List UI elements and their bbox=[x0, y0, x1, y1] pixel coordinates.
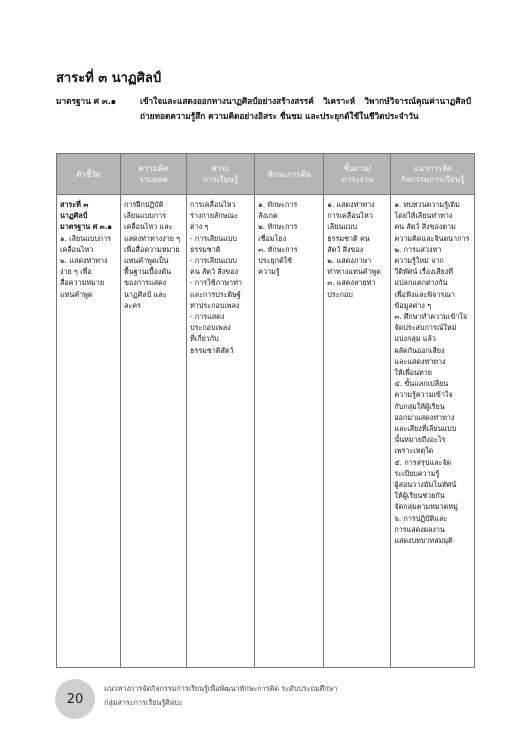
cell-line: เพราะเหตุใด bbox=[394, 446, 434, 456]
cell-line: ๕. การสรุปและจัด bbox=[394, 457, 452, 467]
footer-line-1: แนวทางการจัดกิจกรรมการเรียนรู้เพื่อพัฒนาทักษะการคิด ระดับประถมศึกษา bbox=[104, 684, 338, 693]
cell-line: - การเลียนแบบ bbox=[190, 256, 237, 266]
page-number-badge bbox=[55, 679, 95, 719]
cell-line: - การเลียนแบบ bbox=[190, 233, 237, 243]
cell-line: เพื่อฟังและพิจารณา bbox=[394, 289, 455, 299]
footer-line-2: กลุ่มสาระการเรียนรู้ศิลปะ bbox=[104, 698, 183, 707]
cell-line: ที่เกี่ยวกับ bbox=[190, 334, 219, 344]
cell-work-tasks bbox=[324, 195, 391, 668]
cell-line: เลียนแบบ bbox=[327, 222, 358, 232]
cell-line: ๓. ทักษะการ bbox=[258, 244, 298, 254]
cell-line: ให้เพื่อนทาย bbox=[394, 368, 433, 378]
cell-line: ข้อมูลต่าง ๆ bbox=[394, 300, 432, 310]
cell-line: ๓. แสดงลายท่า bbox=[327, 278, 376, 288]
cell-indicators: สาระที่ ๓ นาฏศิลป์ มาตรฐาน ศ ๓.๑ ๑. เลียนแบบการ เคลื่อนไหว ๒. แสดงท่าทาง ง่าย ๆ เพื่อ สื่อความหมาย แทนคำพูด bbox=[57, 195, 121, 668]
cell-line: ระเบียบความรู้ bbox=[394, 468, 440, 478]
cell-line: ความรู้ bbox=[258, 267, 280, 277]
cell-line: ท่าทางแทนคำพูด bbox=[327, 267, 381, 277]
footer-text bbox=[104, 682, 337, 710]
cell-line: ออกมาแสดงท่าทาง bbox=[394, 412, 455, 422]
cell-line: เคลื่อนไหว และ bbox=[123, 222, 173, 232]
cell-line: ธรรมชาติ คน bbox=[327, 233, 370, 243]
cell-line: ความรู้ความเข้าใจ bbox=[394, 390, 453, 400]
cell-line: ๑. ทบทวนความรู้เดิม bbox=[394, 200, 460, 209]
standard-block bbox=[56, 94, 471, 124]
cell-line: ร่างกายลักษณะ bbox=[190, 211, 239, 221]
cell-line: ๑. ทักษะการ bbox=[258, 200, 298, 209]
header-work-tasks: ชิ้นงาน/ ภาระงาน bbox=[324, 154, 391, 195]
cell-line: เพื่อสื่อความหมาย bbox=[123, 244, 180, 254]
cell-line: ๑. แสดงท่าทาง bbox=[327, 200, 375, 209]
cell-line: ประกอบเพลง bbox=[190, 323, 231, 333]
cell-line: นั้นหมายถึงอะไร bbox=[394, 435, 446, 445]
cell-line: ผลัดกันออกเสียง bbox=[394, 345, 445, 355]
page-number: 20 bbox=[66, 691, 84, 707]
cell-line: ๖. การปฏิบัติและ bbox=[394, 513, 448, 523]
cell-line: จัดกลุ่มตามหมวดหมู่ bbox=[394, 502, 458, 512]
cell-activities bbox=[391, 195, 475, 668]
cell-line: ละคร bbox=[123, 300, 141, 310]
learning-activities-table bbox=[56, 153, 475, 668]
cell-line: ๒. ทักษะการ bbox=[258, 222, 298, 232]
table-header-row bbox=[57, 154, 475, 195]
cell-line: จัดประสบการณ์ใหม่ bbox=[394, 323, 457, 333]
cell-line: กับกลุ่มให้ผู้เรียน bbox=[394, 401, 445, 411]
cell-line: ผู้สอนวางมัมโนทัศน์ bbox=[394, 480, 457, 490]
cell-line: - การใช้ภาษาท่า bbox=[190, 278, 242, 288]
cell-line: วีดิทัศน์ เรื่องเสียงที่ bbox=[394, 267, 454, 277]
cell-line: เลียนแบบการ bbox=[123, 211, 166, 221]
cell-line: ความรู้ใหม่ จาก bbox=[394, 256, 444, 266]
cell-line: ต่าง ๆ bbox=[190, 222, 209, 232]
cell-line: โดยให้เลียนท่าทาง bbox=[394, 211, 453, 221]
cell-line: ๓. ศึกษาทำความเข้าใจ bbox=[394, 312, 468, 322]
cell-line: แปลกแตกต่างกัน bbox=[394, 278, 448, 288]
cell-line: ธรรมชาติสัตว์ bbox=[190, 345, 234, 355]
section-heading: สาระที่ ๓ นาฏศิลป์ bbox=[56, 71, 162, 86]
cell-line: ของการแสดง bbox=[123, 278, 167, 288]
cell-line: และเสียงที่เลียนแบบ bbox=[394, 424, 457, 434]
cell-line: แสดงท่าทางง่าย ๆ bbox=[123, 233, 181, 243]
header-activities: แนวการจัด กิจกรรมการเรียนรู้ bbox=[391, 154, 475, 195]
cell-line: การแสดงผลงาน bbox=[394, 524, 445, 534]
cell-line: คน สัตว์ สิ่งของตาม bbox=[394, 222, 456, 232]
cell-line: การฝึกปฏิบัติ bbox=[123, 200, 164, 209]
cell-line: แทนคำพูดเป็น bbox=[123, 256, 169, 266]
cell-line: พื้นฐานเบื้องต้น bbox=[123, 267, 171, 277]
cell-line: และแสดงท่าทาง bbox=[394, 356, 446, 366]
cell-concepts bbox=[120, 195, 186, 668]
cell-line: แบ่งกลุ่ม แล้ว bbox=[394, 334, 436, 344]
cell-content bbox=[187, 195, 255, 668]
cell-line: แสดงบทบาทสมมุติ bbox=[394, 536, 453, 546]
cell-line: และการประดิษฐ์ bbox=[190, 289, 241, 299]
header-indicator: ตัวชี้วัด bbox=[57, 154, 121, 195]
cell-line: ความคิดและจินตนาการ bbox=[394, 233, 470, 243]
header-content: สาระ การเรียนรู้ bbox=[187, 154, 255, 195]
cell-line: ๒. แสดงภาษา bbox=[327, 256, 372, 266]
cell-line: คน สัตว์ สิ่งของ bbox=[190, 267, 239, 277]
cell-line: ให้ผู้เรียนช่วยกัน bbox=[394, 491, 445, 501]
table-row bbox=[57, 195, 475, 668]
header-concept: ความคิด รวบยอด bbox=[120, 154, 186, 195]
cell-line: นาฏศิลป์ และ bbox=[123, 289, 167, 299]
cell-line: สังเกต bbox=[258, 211, 278, 221]
standard-code: มาตรฐาน ศ ๓.๑ bbox=[56, 96, 117, 106]
cell-line: ธรรมชาติ bbox=[190, 244, 221, 254]
cell-line: - การแสดง bbox=[190, 312, 225, 322]
cell-line: ๒. การแสวงหา bbox=[394, 244, 442, 254]
cell-line: เชื่อมโยง bbox=[258, 233, 287, 243]
cell-line: ประยุกต์ใช้ bbox=[258, 256, 293, 266]
cell-line: ประกอบ bbox=[327, 289, 353, 299]
cell-line: การเคลื่อนไหว bbox=[327, 211, 373, 221]
cell-thinking-skills bbox=[255, 195, 324, 668]
header-thinking-skills: ทักษะการคิด bbox=[255, 154, 324, 195]
cell-line: สัตว์ สิ่งของ bbox=[327, 244, 364, 254]
cell-line: ๔. ขั้นแลกเปลี่ยน bbox=[394, 379, 449, 389]
standard-description: เข้าใจและแสดงออกทางนาฏศิลป์อย่างสร้างสรรค์ วิเคราะห์ วิพากษ์วิจารณ์คุณค่านาฏศิลป์ ถ่ายทอดความรู้สึก ความคิดอย่างอิสระ ชื่นชม และประยุกต์ใช้ในชีวิตประจำวัน bbox=[140, 96, 471, 121]
cell-line: การเคลื่อนไหว bbox=[190, 200, 236, 209]
cell-line: ท่าประกอบเพลง bbox=[190, 300, 240, 310]
